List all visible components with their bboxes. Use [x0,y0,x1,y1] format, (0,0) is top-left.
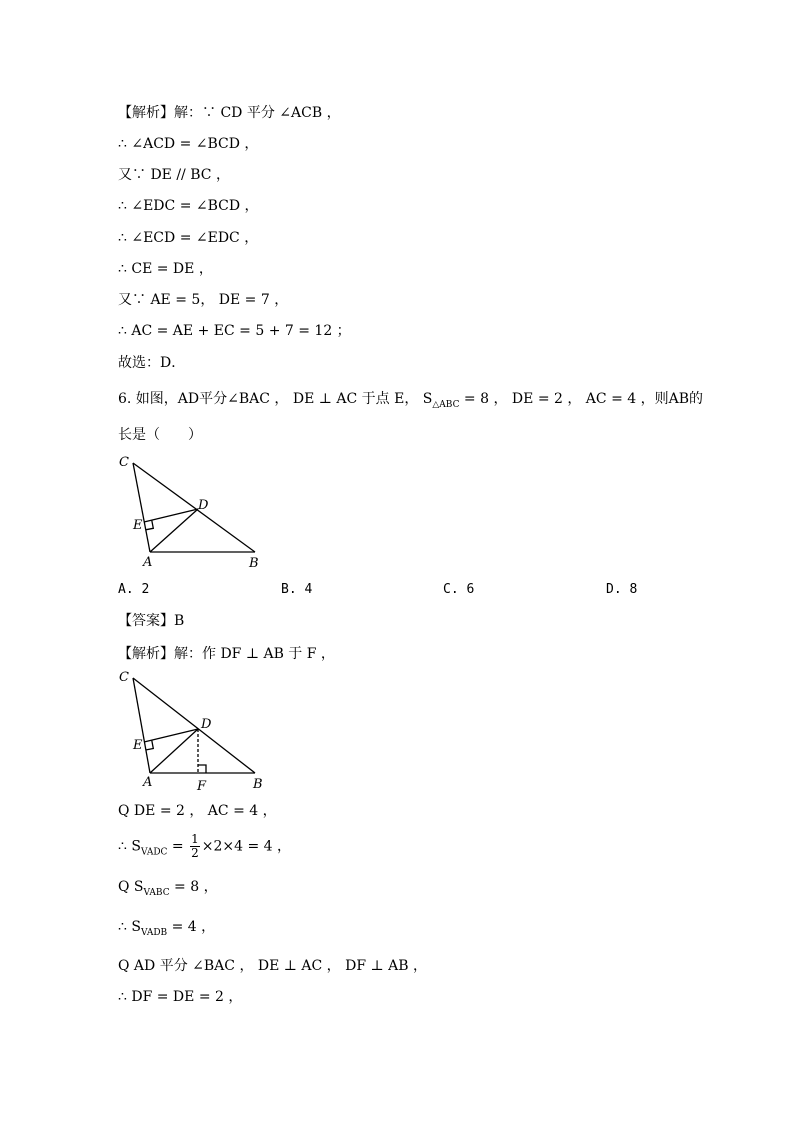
step2-prefix: ∴ S [118,838,141,855]
segment-cb [133,678,255,773]
option-a: A. 2 [118,582,150,597]
fraction-numerator: 1 [191,832,199,846]
label-b: B [249,556,259,571]
question-line-2: 长是（ ） [118,427,202,443]
analysis-head: 【解析】解：作 DF ⊥ AB 于 F ， [118,646,335,662]
solution-line-1: 【解析】解：∵ CD 平分 ∠ACB ， [118,105,341,121]
step-line-2 [118,833,291,865]
area-subscript: VADB [140,927,168,938]
triangle-figure-1 [112,450,282,575]
option-b: B. 4 [281,582,313,597]
label-c: C [119,455,129,470]
solution-line-5: ∴ ∠ECD = ∠EDC ， [118,230,259,246]
fraction-denominator: 2 [191,846,199,860]
segment-ad [150,729,198,773]
step-line-4 [118,918,215,942]
option-c: C. 6 [443,582,475,597]
segment-ad [150,509,198,552]
label-c: C [119,670,129,685]
step2-rest: ×2×4 = 4 ， [201,838,291,855]
solution-line-4: ∴ ∠EDC = ∠BCD ， [118,198,259,214]
step3-rest: = 8 ， [169,879,218,895]
question-line-1 [118,390,703,414]
question-prefix: 6. 如图，AD平分∠BAC ， DE ⊥ AC 于点 E， S [118,391,433,407]
answer-line: 【答案】B [118,613,185,629]
triangle-figure-2 [112,664,282,794]
solution-line-3: 又∵ DE // BC ， [118,167,230,183]
segment-ca [133,463,150,552]
step-line-3 [118,878,218,902]
label-a: A [143,775,153,790]
segment-cb [133,463,255,552]
solution-line-6: ∴ CE = DE ， [118,261,213,277]
segment-ca [133,678,150,773]
step-line-6: ∴ DF = DE = 2 ， [118,989,243,1005]
right-angle-mark-f [198,765,206,773]
step4-prefix: ∴ S [118,919,141,935]
label-a: A [143,555,153,570]
label-e: E [133,738,143,753]
step2-eq: = [167,838,189,855]
step4-rest: = 4 ， [167,919,216,935]
solution-line-8: ∴ AC = AE + EC = 5 + 7 = 12 ； [118,323,351,339]
label-d: D [201,717,212,732]
step3-prefix: Q S [118,879,144,895]
label-d: D [198,498,209,513]
label-b: B [253,777,263,792]
solution-line-2: ∴ ∠ACD = ∠BCD ， [118,136,259,152]
area-subscript: VADC [140,847,168,858]
solution-line-7: 又∵ AE = 5， DE = 7 ， [118,292,289,308]
area-subscript: VABC [143,887,170,898]
step-line-1: Q DE = 2 ， AC = 4 ， [118,803,277,819]
label-f: F [197,779,207,794]
label-e: E [133,518,143,533]
step-line-5: Q AD 平分 ∠BAC ， DE ⊥ AC ， DF ⊥ AB ， [118,958,427,974]
fraction-half [190,833,200,860]
area-subscript: △ABC [432,399,460,410]
question-suffix: = 8 ， DE = 2 ， AC = 4 ，则AB的 [459,391,704,407]
segment-de [144,729,198,742]
option-d: D. 8 [606,582,638,597]
solution-line-9: 故选：D． [118,355,186,371]
